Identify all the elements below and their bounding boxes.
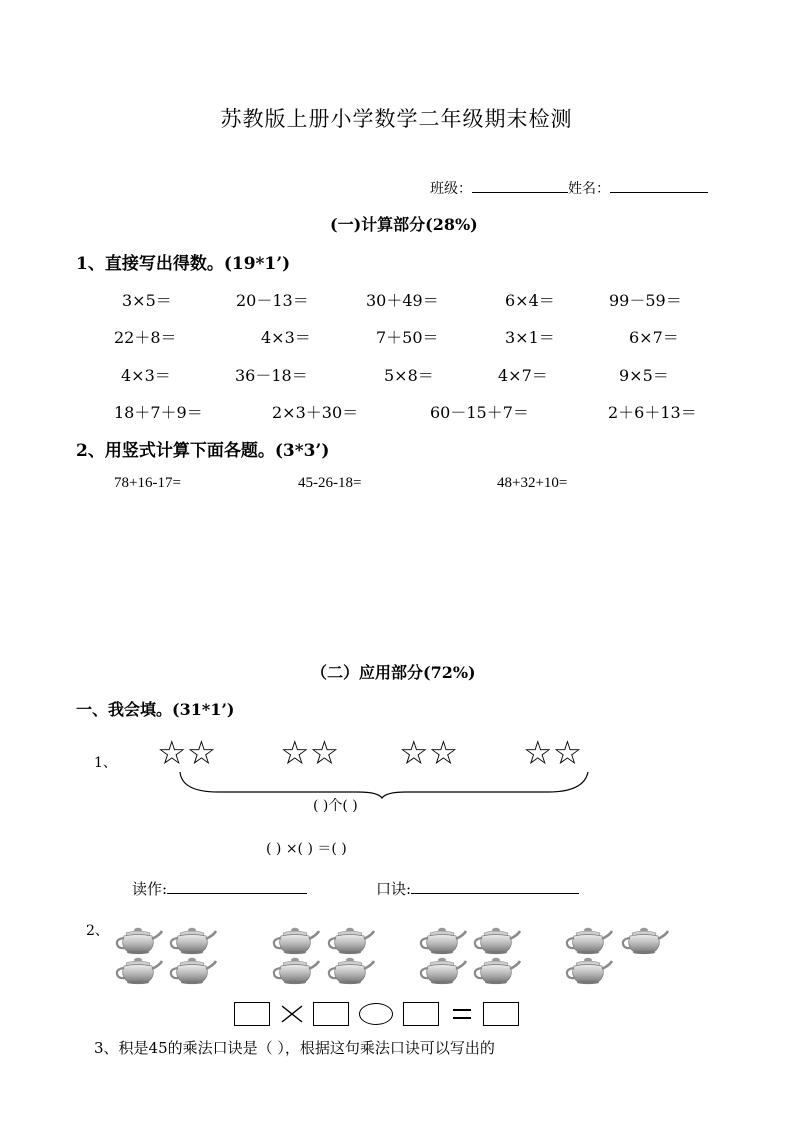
teapot-icon bbox=[417, 925, 467, 955]
p1-label: 1、 bbox=[94, 755, 117, 771]
q1-r1-c4: 6×4＝ bbox=[505, 291, 555, 310]
star-pair-3: ☆☆ bbox=[399, 733, 459, 772]
q1-r4-c3: 60－15＋7＝ bbox=[430, 403, 529, 422]
read-as-label: 读作: bbox=[132, 880, 168, 898]
multiplication-equation: ( ) ×( ) ＝( ) bbox=[266, 841, 347, 857]
answer-box-4[interactable] bbox=[483, 1002, 519, 1026]
teapot-icon bbox=[270, 955, 320, 985]
brace-answer: ( )个( ) bbox=[313, 798, 358, 814]
s1-title: 一、我会填。(31*1’) bbox=[76, 700, 235, 719]
q1-r3-c3: 5×8＝ bbox=[384, 366, 434, 385]
teapot-icon bbox=[325, 925, 375, 955]
student-info-line bbox=[430, 178, 708, 198]
teapot-icon bbox=[471, 925, 521, 955]
equals-icon bbox=[451, 1006, 473, 1022]
q1-r3-c4: 4×7＝ bbox=[498, 366, 548, 385]
q1-r2-c5: 6×7＝ bbox=[629, 328, 679, 347]
read-as-blank[interactable] bbox=[167, 879, 307, 894]
answer-box-1[interactable] bbox=[234, 1002, 270, 1026]
teapot-icon bbox=[619, 925, 669, 955]
q1-r1-c5: 99－59＝ bbox=[609, 291, 682, 310]
class-blank[interactable] bbox=[472, 178, 568, 193]
q1-r2-c1: 22＋8＝ bbox=[114, 328, 177, 347]
teapot-icon bbox=[325, 955, 375, 985]
q1-r3-c5: 9×5＝ bbox=[619, 366, 669, 385]
q2-item-3: 48+32+10= bbox=[497, 475, 568, 491]
formula-line bbox=[376, 878, 579, 899]
star-pair-1: ☆☆ bbox=[157, 733, 217, 772]
formula-blank[interactable] bbox=[411, 879, 579, 894]
answer-box-3[interactable] bbox=[403, 1002, 439, 1026]
read-as-line bbox=[132, 878, 307, 899]
q1-r3-c1: 4×3＝ bbox=[121, 366, 171, 385]
q1-r1-c2: 20－13＝ bbox=[236, 291, 309, 310]
star-pair-4: ☆☆ bbox=[523, 733, 583, 772]
star-pair-2: ☆☆ bbox=[280, 733, 340, 772]
q1-title: 1、直接写出得数。(19*1’) bbox=[76, 254, 291, 274]
part2-heading: （二）应用部分(72%) bbox=[311, 663, 476, 682]
page-title: 苏教版上册小学数学二年级期末检测 bbox=[220, 107, 573, 131]
name-blank[interactable] bbox=[610, 178, 708, 193]
class-label: 班级： bbox=[430, 181, 472, 197]
q1-r1-c1: 3×5＝ bbox=[122, 291, 172, 310]
q1-r1-c3: 30＋49＝ bbox=[366, 291, 439, 310]
name-label: 姓名： bbox=[568, 181, 610, 197]
teapot-icon bbox=[563, 955, 613, 985]
teapot-icon bbox=[167, 955, 217, 985]
teapot-icon bbox=[113, 955, 163, 985]
answer-box-2[interactable] bbox=[313, 1002, 349, 1026]
q2-title: 2、用竖式计算下面各题。(3*3’) bbox=[76, 441, 330, 461]
p3-text: 3、积是45的乘法口诀是（ ），根据这句乘法口诀可以写出的 bbox=[94, 1039, 495, 1057]
q1-r2-c2: 4×3＝ bbox=[261, 328, 311, 347]
q1-r4-c1: 18＋7＋9＝ bbox=[114, 403, 203, 422]
q1-r4-c4: 2＋6＋13＝ bbox=[608, 403, 697, 422]
teapot-icon bbox=[471, 955, 521, 985]
teapot-icon bbox=[563, 925, 613, 955]
q1-r3-c2: 36－18＝ bbox=[235, 366, 308, 385]
q2-item-2: 45-26-18= bbox=[298, 475, 362, 491]
formula-label: 口诀: bbox=[376, 880, 412, 898]
q1-r2-c4: 3×1＝ bbox=[505, 328, 555, 347]
teapot-icon bbox=[167, 925, 217, 955]
p2-label: 2、 bbox=[86, 923, 109, 939]
teapot-icon bbox=[417, 955, 467, 985]
multiply-icon bbox=[280, 1004, 304, 1024]
teapot-icon bbox=[270, 925, 320, 955]
operator-oval[interactable] bbox=[359, 1003, 393, 1025]
q2-item-1: 78+16-17= bbox=[114, 475, 181, 491]
q1-r4-c2: 2×3＋30＝ bbox=[272, 403, 359, 422]
curly-brace bbox=[178, 770, 590, 800]
q1-r2-c3: 7＋50＝ bbox=[376, 328, 439, 347]
part1-heading: (一)计算部分(28%) bbox=[330, 215, 478, 234]
teapot-icon bbox=[113, 925, 163, 955]
